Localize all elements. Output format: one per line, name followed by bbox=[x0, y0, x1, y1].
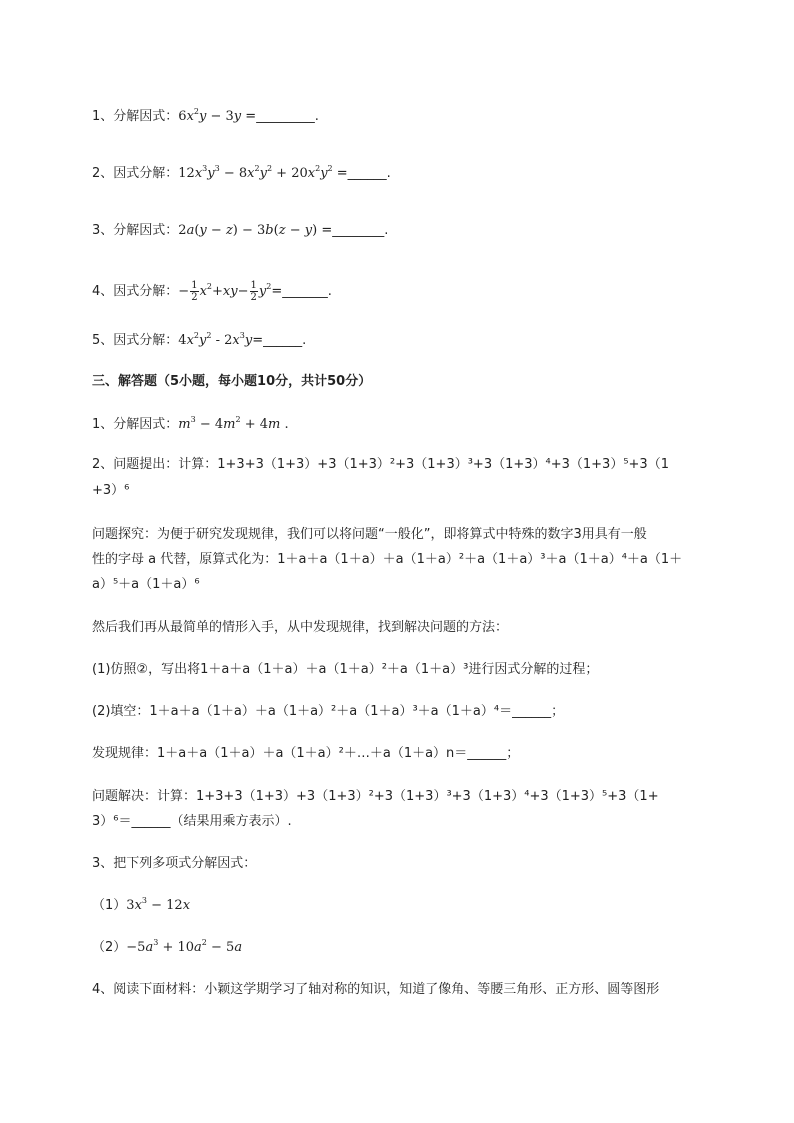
sub-question-1 bbox=[92, 897, 190, 915]
solve-question-3-title: 3、把下列多项式分解因式： bbox=[92, 856, 257, 871]
math-expression: 2a(y − z) − 3b(z − y) bbox=[178, 223, 322, 238]
solve-line-2: 3）⁶＝______（结果用乘方表示）. bbox=[92, 814, 292, 829]
question-label: 3、分解因式： bbox=[92, 223, 179, 238]
math-expression: $12x^3y^3 - 8x^2y^2 + 20x^2y^2$ bbox=[178, 164, 333, 181]
math-expression: $m^3 - 4m^2 + 4m$ . bbox=[178, 415, 289, 432]
solve-question-1 bbox=[92, 416, 289, 434]
explore-line-2: 性的字母 a 代替，原算式化为：1＋a＋a（1＋a）＋a（1＋a）²＋a（1＋a）³＋a（1＋a）⁴＋a（1＋ bbox=[92, 552, 683, 567]
question-3 bbox=[92, 222, 388, 240]
answer-blank: =______. bbox=[252, 333, 307, 348]
sub-question-2 bbox=[92, 939, 242, 957]
part-1: (1)仿照②，写出将1＋a＋a（1＋a）＋a（1＋a）²＋a（1＋a）³进行因式分解的过程； bbox=[92, 662, 599, 677]
math-expression: − $\frac{1}{2}$ $x^2+xy-$ $\frac{1}{2}$ $y^2$ bbox=[178, 280, 272, 303]
sub-label: （1） bbox=[92, 898, 127, 913]
then-text: 然后我们再从最简单的情形入手，从中发现规律，找到解决问题的方法： bbox=[92, 620, 509, 635]
question-4 bbox=[92, 280, 332, 303]
question-5 bbox=[92, 332, 306, 350]
question-label: 2、因式分解： bbox=[92, 166, 179, 181]
math-expression: $3x^3 - 12x$ bbox=[126, 896, 191, 913]
answer-blank: =_______. bbox=[271, 284, 332, 299]
section-title: 三、解答题（5小题，每小题10分，共计50分） bbox=[92, 374, 372, 389]
solve-question-4: 4、阅读下面材料：小颖这学期学习了轴对称的知识，知道了像角、等腰三角形、正方形、圆等图形 bbox=[92, 982, 660, 997]
math-expression: $-5a^3 + 10a^2 - 5a$ bbox=[126, 938, 243, 955]
math-expression: $6x^2y - 3y$ bbox=[178, 107, 242, 124]
discover-rule: 发现规律：1＋a＋a（1＋a）＋a（1＋a）²＋…＋a（1＋a）n＝______； bbox=[92, 746, 520, 761]
problem-statement-line-2: +3）⁶ bbox=[92, 483, 130, 498]
explore-line-3: a）⁵＋a（1＋a）⁶ bbox=[92, 577, 200, 592]
answer-blank: =______. bbox=[336, 166, 391, 181]
problem-statement-line-1: 2、问题提出：计算：1+3+3（1+3）+3（1+3）²+3（1+3）³+3（1+3）⁴+3（1+3）⁵+3（1 bbox=[92, 457, 669, 472]
explore-line-1: 问题探究：为便于研究发现规律，我们可以将问题“一般化”，即将算式中特殊的数字3用具有一般 bbox=[92, 527, 647, 542]
sub-label: （2） bbox=[92, 940, 127, 955]
answer-blank: =_________. bbox=[245, 109, 319, 124]
question-label: 4、因式分解： bbox=[92, 284, 179, 299]
question-label: 5、因式分解： bbox=[92, 333, 179, 348]
answer-blank: =________. bbox=[321, 223, 389, 238]
math-expression: $4x^2y^2 - 2x^3y$ bbox=[178, 331, 253, 348]
question-2 bbox=[92, 165, 391, 183]
question-label: 1、分解因式： bbox=[92, 109, 179, 124]
question-1 bbox=[92, 108, 319, 126]
solve-line-1: 问题解决：计算：1+3+3（1+3）+3（1+3）²+3（1+3）³+3（1+3）⁴+3（1+3）⁵+3（1+ bbox=[92, 789, 659, 804]
question-label: 1、分解因式： bbox=[92, 417, 179, 432]
part-2: (2)填空：1＋a＋a（1＋a）＋a（1＋a）²＋a（1＋a）³＋a（1＋a）⁴＝______； bbox=[92, 704, 565, 719]
